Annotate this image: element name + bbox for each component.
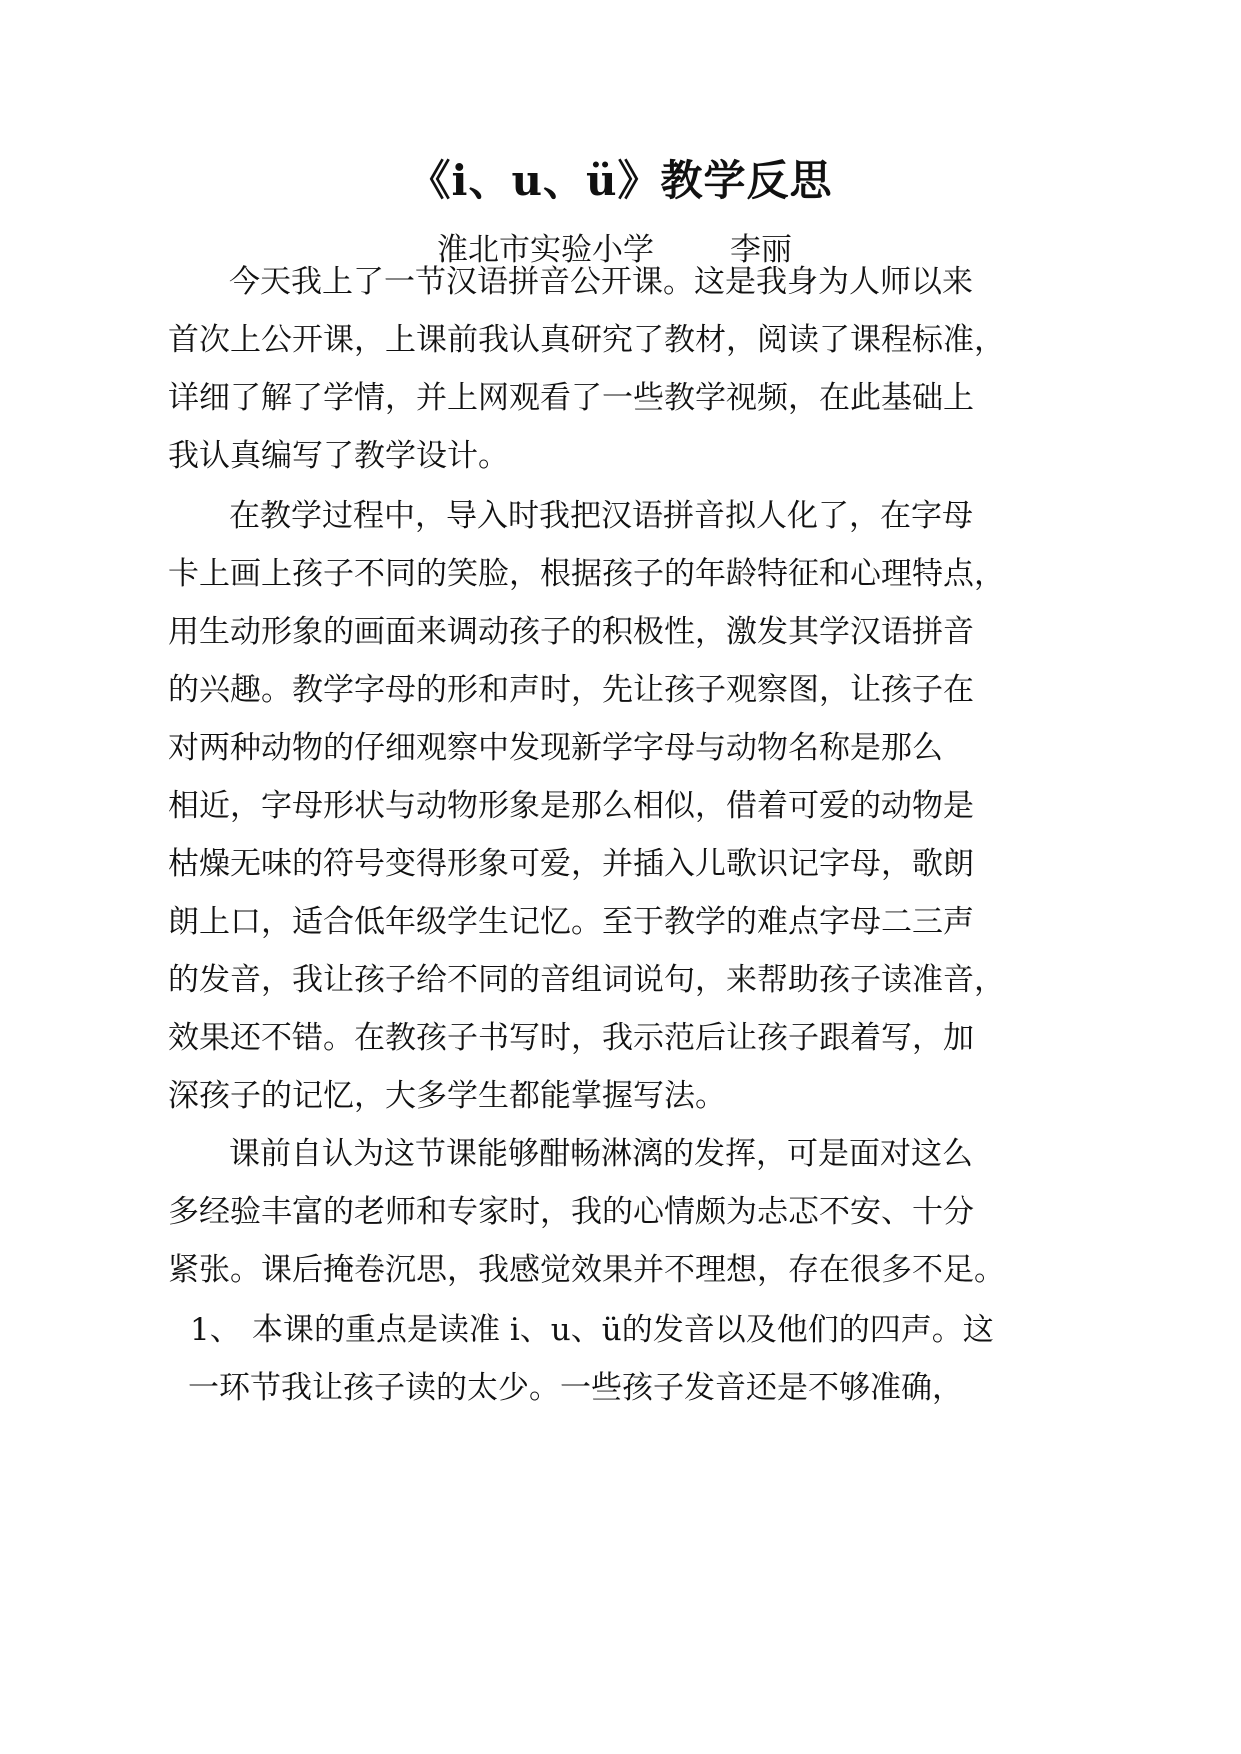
list-item-continuation: 一环节我让孩子读的太少。一些孩子发音还是不够准确，	[188, 1370, 963, 1406]
list-item-text: 本课的重点是读准 i、u、ü的发音以及他们的四声。这	[252, 1312, 994, 1348]
paragraph-line: 详细了解了学情，并上网观看了一些教学视频，在此基础上	[168, 380, 974, 416]
paragraph-line: 在教学过程中，导入时我把汉语拼音拟人化了，在字母	[229, 498, 973, 534]
author-name: 李丽	[730, 232, 792, 268]
paragraph-line: 效果还不错。在教孩子书写时，我示范后让孩子跟着写，加	[168, 1020, 974, 1056]
document-title: 《i、u、ü》教学反思	[408, 156, 833, 205]
paragraph-line: 枯燥无味的符号变得形象可爱，并插入儿歌识记字母，歌朗	[168, 846, 974, 882]
paragraph-line: 的发音，我让孩子给不同的音组词说句，来帮助孩子读准音，	[168, 962, 1005, 998]
paragraph-line: 课前自认为这节课能够酣畅淋漓的发挥，可是面对这么	[229, 1136, 973, 1172]
paragraph-line: 用生动形象的画面来调动孩子的积极性，激发其学汉语拼音	[168, 614, 974, 650]
paragraph-line: 朗上口，适合低年级学生记忆。至于教学的难点字母二三声	[168, 904, 974, 940]
paragraph-line: 深孩子的记忆，大多学生都能掌握写法。	[168, 1078, 726, 1114]
paragraph-line: 我认真编写了教学设计。	[168, 438, 509, 474]
paragraph-line: 卡上画上孩子不同的笑脸，根据孩子的年龄特征和心理特点，	[168, 556, 1005, 592]
paragraph-line: 今天我上了一节汉语拼音公开课。这是我身为人师以来	[229, 264, 973, 300]
paragraph-line: 多经验丰富的老师和专家时，我的心情颇为忐忑不安、十分	[168, 1194, 974, 1230]
school-name: 淮北市实验小学	[437, 232, 654, 268]
list-item-number: 1、	[190, 1312, 241, 1348]
paragraph-line: 对两种动物的仔细观察中发现新学字母与动物名称是那么	[168, 730, 943, 766]
paragraph-line: 相近，字母形状与动物形象是那么相似，借着可爱的动物是	[168, 788, 974, 824]
paragraph-line: 首次上公开课，上课前我认真研究了教材，阅读了课程标准，	[168, 322, 1005, 358]
list-item	[190, 1310, 994, 1350]
paragraph-line: 的兴趣。教学字母的形和声时，先让孩子观察图，让孩子在	[168, 672, 974, 708]
paragraph-line: 紧张。课后掩卷沉思，我感觉效果并不理想，存在很多不足。	[168, 1252, 1005, 1288]
